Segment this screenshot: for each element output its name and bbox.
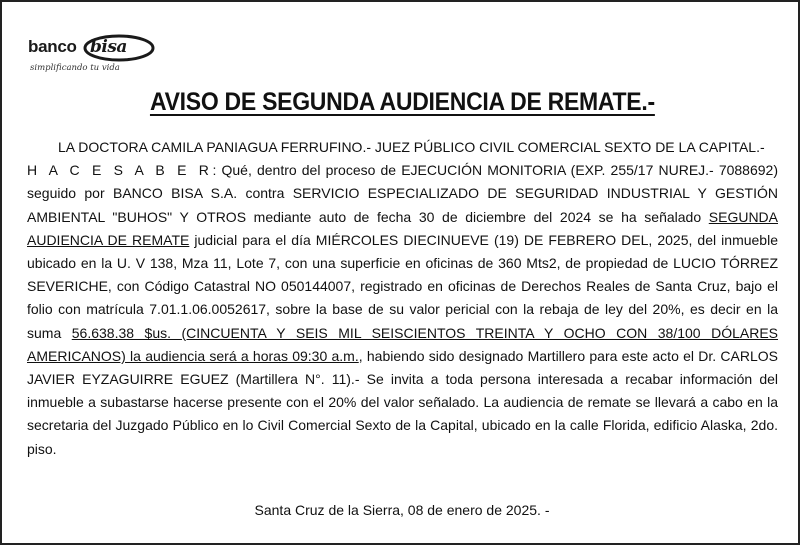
auction-amount-underlined: 56.638.38 $us. (CINCUENTA Y SEIS MIL SEISCIENTOS TREINTA Y OCHO CON 38/100 DÓLARES AMERICANOS) la audiencia será a horas 09:30 a.m. <box>27 324 779 364</box>
notice-signoff: Santa Cruz de la Sierra, 08 de enero de 2025. - <box>254 502 550 518</box>
notice-title-wrap <box>2 88 800 117</box>
logo-brand-mark: bisa <box>90 37 127 57</box>
hace-saber-label: H A C E S A B E R <box>27 162 213 179</box>
notice-intro: LA DOCTORA CAMILA PANIAGUA FERRUFINO.- JUEZ PÚBLICO CIVIL COMERCIAL SEXTO DE LA CAPITAL.- <box>58 139 765 155</box>
bank-logo <box>26 30 146 76</box>
notice-text-part-a: : Qué, dentro del proceso de EJECUCIÓN MONITORIA (EXP. 255/17 NUREJ.- 7088692) seguido por BANCO BISA S.A. contra SERVICIO ESPECIALIZADO DE SEGURIDAD INDUSTRIAL Y GESTIÓN AMBIENTAL "BUHOS" Y OTROS mediante auto de fecha 30 de diciembre del 2024 se ha señalado <box>27 162 778 225</box>
logo-slogan: simplificando tu vida <box>30 63 120 73</box>
logo-bank-word: banco <box>28 37 77 56</box>
notice-title: AVISO DE SEGUNDA AUDIENCIA DE REMATE.- <box>149 88 655 116</box>
notice-text-part-b: judicial para el día MIÉRCOLES DIECINUEVE (19) DE FEBRERO DEL, 2025, del inmueble ubicado en la U. V 138, Mza 11, Lote 7, con una superficie en oficinas de 360 Mts2, de propiedad de LUCIO TÓRREZ SEVERICHE, con Código Catastral NO 050144007, registrado en oficinas de Derechos Reales de Santa Cruz, bajo el folio con matrícula 7.01.1.06.0052617, sobre la base de su valor pericial con la rebaja de ley del 20%, es decir en la suma <box>27 231 778 341</box>
notice-body <box>27 136 778 461</box>
auction-name-underlined: SEGUNDA AUDIENCIA DE REMATE <box>27 208 778 248</box>
notice-text-part-c: , habiendo sido designado Martillero para este acto el Dr. CARLOS JAVIER EYZAGUIRRE EGUEZ (Martillera N°. 11).- Se invita a toda persona interesada a recabar información del inmueble a subastarse hacerse presente con el 20% del valor señalado. La audiencia de remate se llevará a cabo en la secretaria del Juzgado Público en lo Civil Comercial Sexto de la Capital, ubicado en la calle Florida, edificio Alaska, 2do. piso. <box>27 347 778 457</box>
notice-main-paragraph <box>27 159 778 461</box>
